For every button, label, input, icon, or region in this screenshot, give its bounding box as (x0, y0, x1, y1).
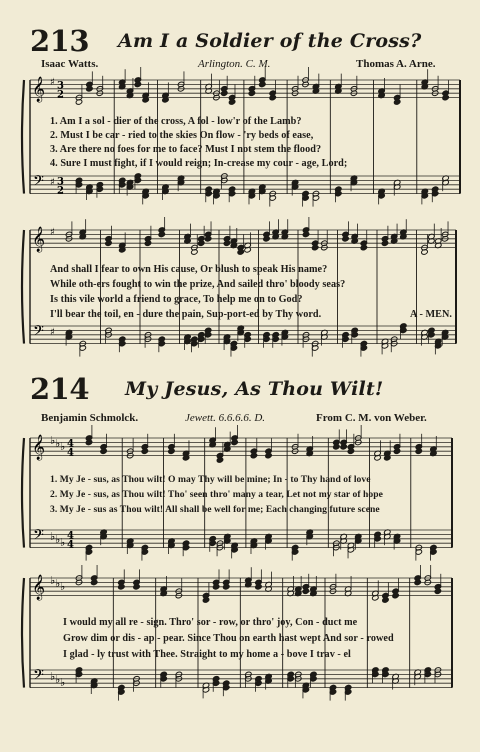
flat-icon: ♭ (55, 673, 61, 686)
tune-name: Jewett. 6.6.6.6. D. (185, 412, 266, 424)
lyric-line: 3. Are there no foes for me to face? Must I not stem the flood? (50, 144, 322, 155)
lyric-line: Is this vile world a friend to grace, To help me on to God? (50, 294, 303, 305)
lyric-line: 1. My Je - sus, as Thou wilt! O may Thy will be mine; In - to Thy hand of love (50, 474, 371, 485)
flat-icon: ♭ (60, 440, 66, 453)
treble-clef-icon: 𝄞 (32, 435, 46, 460)
flat-icon: ♭ (55, 437, 61, 450)
music-system (0, 222, 480, 362)
flat-icon: ♭ (50, 530, 56, 543)
flat-icon: ♭ (60, 580, 66, 593)
treble-clef-icon: 𝄞 (32, 227, 46, 252)
lyric-line: I glad - ly trust with Thee. Straight to my home a - bove I trav - el (63, 649, 351, 660)
tune-name: Arlington. C. M. (198, 58, 271, 70)
lyric-line: 4. Sure I must fight, if I would reign; In-crease my cour - age, Lord; (50, 158, 348, 169)
music-system (0, 72, 480, 212)
composer-credit: From C. M. von Weber. (316, 412, 427, 424)
bass-clef-icon: 𝄢 (33, 667, 44, 687)
sharp-icon: ♯ (50, 327, 55, 338)
time-signature: 3 (57, 80, 64, 92)
lyric-line: While oth-ers fought to win the prize, And sailed thro' bloody seas? (50, 279, 346, 290)
hymn-number: 213 (30, 24, 90, 58)
flat-icon: ♭ (50, 670, 56, 683)
amen-label: A - MEN. (410, 309, 452, 320)
sharp-icon: ♯ (50, 177, 55, 188)
flat-icon: ♭ (50, 574, 56, 587)
lyric-line: 2. Must I be car - ried to the skies On flow - 'ry beds of ease, (50, 130, 314, 141)
lyric-line: 2. My Je - sus, as Thou wilt! Tho' seen thro' many a tear, Let not my star of hope (50, 489, 383, 500)
sharp-icon: ♯ (50, 77, 55, 88)
flat-icon: ♭ (55, 577, 61, 590)
treble-clef-icon: 𝄞 (32, 575, 46, 600)
lyric-line: I'll bear the toil, en - dure the pain, Sup-port-ed by Thy word. (50, 309, 322, 320)
author-credit: Isaac Watts. (41, 58, 99, 70)
lyric-line: 1. Am I a sol - dier of the cross, A fol - low'r of the Lamb? (50, 116, 302, 127)
lyric-line: Grow dim or dis - ap - pear. Since Thou on earth hast wept And sor - rowed (63, 633, 394, 644)
flat-icon: ♭ (50, 434, 56, 447)
bass-clef-icon: 𝄢 (33, 527, 44, 547)
time-signature: 2 (57, 185, 64, 197)
flat-icon: ♭ (55, 533, 61, 546)
time-signature: 4 (67, 530, 74, 542)
hymn-title: Am I a Soldier of the Cross? (118, 30, 422, 52)
composer-credit: Thomas A. Arne. (356, 58, 436, 70)
flat-icon: ♭ (60, 536, 66, 549)
lyric-line: And shall I fear to own His cause, Or blush to speak His name? (50, 264, 328, 275)
lyric-line: 3. My Je - sus as Thou wilt! All shall be well for me; Each changing future scene (50, 504, 380, 515)
time-signature: 4 (67, 539, 74, 551)
author-credit: Benjamin Schmolck. (41, 412, 139, 424)
hymn-number: 214 (30, 372, 90, 406)
time-signature: 2 (57, 89, 64, 101)
time-signature: 3 (57, 176, 64, 188)
time-signature: 4 (67, 438, 74, 450)
music-system (0, 430, 480, 570)
flat-icon: ♭ (60, 676, 66, 689)
bass-clef-icon: 𝄢 (33, 173, 44, 193)
treble-clef-icon: 𝄞 (32, 77, 46, 102)
bass-clef-icon: 𝄢 (33, 323, 44, 343)
sharp-icon: ♯ (50, 227, 55, 238)
hymn-title: My Jesus, As Thou Wilt! (125, 378, 384, 400)
lyric-line: I would my all re - sign. Thro' sor - row, or thro' joy, Con - duct me (63, 617, 358, 628)
time-signature: 4 (67, 447, 74, 459)
